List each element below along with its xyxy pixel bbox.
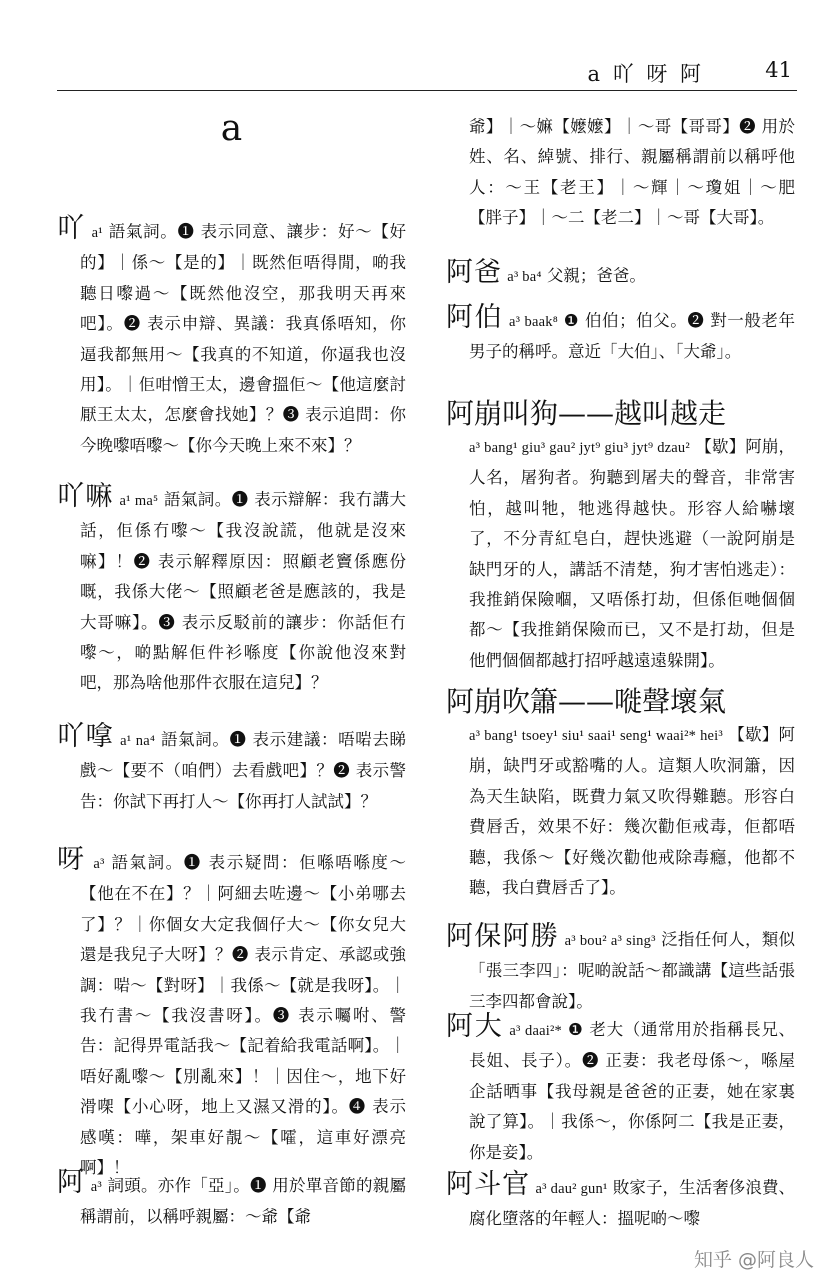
entry-a1 [57,214,406,461]
entry-definition: 詞頭。亦作「亞」。❶ 用於單音節的親屬稱謂前，以稱呼親屬：～爺【爺 [80,1176,407,1227]
entry-jyutping: a³ bou² a³ sing³ [564,933,656,949]
entry-definition: ❶ 伯伯；伯父。❷ 對一般老年男子的稱呼。意近「大伯」、「大爺」。 [469,311,795,362]
entry-jyutping: a¹ [91,225,103,241]
entry-a1-ma5 [57,482,406,699]
entry-headword: 阿崩吹簫——嘥聲壞氣 [446,685,727,718]
entry-definition: 【歇】阿崩，人名，屠狗者。狗聽到屠夫的聲音，非常害怕，越叫牠，牠逃得越快。形容人給嚇壞了，不分青紅皂白，趕快逃避（一說阿崩是缺門牙的人，講話不清楚，狗才害怕逃走）：我推銷保險嗰，又唔係打劫，但係佢哋個個都～【我推銷保險而已，又不是打劫，但是他們個個都越打招呼越遠遠躲開】。 [469,437,796,670]
entry-definition: 語氣詞。❶ 表示同意、讓步：好～【好的】｜係～【是的】｜既然佢唔得閒，啲我聽日嚟過～【既然他沒空，那我明天再來吧】。❷ 表示申辯、異議：我真係唔知，你逼我都無用～【我真的不知道，你逼我也沒用】。｜佢咁憎王太，邊會搵佢～【他這麼討厭王太太，怎麼會找她】？❸ 表示追問：你今晚嚟唔嚟～【你今天晚上來不來】？ [80,222,407,455]
entry-a3-ya [57,845,406,1183]
entry-a-baak [446,303,795,368]
entry-definition: 父親；爸爸。 [546,266,646,285]
entry-jyutping: a³ baak⁸ [508,314,558,330]
entry-headword: 阿爸 [446,257,502,288]
entry-jyutping: a³ bang¹ tsoey¹ siu¹ saai¹ seng¹ waai²* hei³ [469,728,723,744]
entry-definition: 語氣詞。❶ 表示疑問：佢喺唔喺度～【他在不在】？｜阿細去咗邊～【小弟哪去了】？｜你個女大定我個仔大～【你女兒大還是我兒子大呀】？❷ 表示肯定、承認或強調：啱～【對呀】｜我係～【就是我呀】。｜我冇書～【我沒書呀】。❸ 表示囑咐、警告：記得畀電話我～【記着給我電話啊】。｜唔好亂嚟～【別亂來】！｜因住～，地下好滑㗎【小心呀，地上又濕又滑的】。❹ 表示感嘆：嘩，架車好靚～【嚯，這車好漂亮啊】！ [80,853,406,1178]
entry-headword: 阿伯 [446,302,504,333]
watermark: 知乎 @阿良人 [693,1249,814,1271]
entry-definition: 語氣詞。❶ 表示辯解：我冇講大話，佢係冇嚟～【我沒說謊，他就是沒來嘛】！❷ 表示解釋原因：照顧老竇係應份嘅，我係大佬～【照顧老爸是應該的，我是大哥嘛】。❸ 表示反駁前的讓步：你話佢冇嚟～，啲點解佢件衫喺度【你說他沒來對吧，那為啥他那件衣服在這兒】？ [80,490,407,693]
section-letter: a [220,108,243,149]
entry-jyutping: a³ ba⁴ [507,269,542,285]
entry-definition: 【歇】阿崩，缺門牙或豁嘴的人。這類人吹洞簫，因為天生缺陷，既費力氣又吹得難聽。形容白費唇舌，效果不好：幾次勸佢戒毒，佢都唔聽，我係～【好幾次勸他戒除毒癮，他都不聽，我白費唇舌了】。 [469,725,796,898]
entry-jyutping: a¹ na⁴ [120,733,156,749]
running-header [0,48,800,88]
entry-jyutping: a³ daai²* [509,1023,562,1039]
entry-headword: 吖嘛 [57,481,114,512]
entry-a-daai [446,1012,795,1168]
page-number: 41 [765,58,792,82]
entry-definition: 敗家子，生活奢侈浪費、腐化墮落的年輕人：搵呢啲～嚟 [469,1178,796,1229]
entry-headword: 阿大 [446,1011,504,1042]
entry-definition: 泛指任何人，類似「張三李四」：呢啲說話～都識講【這些話張三李四都會說】。 [469,930,796,1011]
entry-jyutping: a³ [90,1179,102,1195]
entry-jyutping: a³ bang¹ giu³ gau² jyt⁹ giu³ jyt⁹ dzau² [469,440,690,456]
entry-jyutping: a¹ ma⁵ [119,493,159,509]
entry-a-bang-tsoey-siu [446,684,795,903]
entry-headword: 吖嗱 [57,721,115,752]
entry-headword: 呀 [57,844,87,875]
entry-headword: 吖 [57,213,86,244]
entry-continuation [446,112,795,234]
entry-a1-na4 [57,722,406,817]
entry-a-dau-gun [446,1170,795,1235]
entry-a3-prefix [57,1168,406,1233]
continuation-text: 爺】｜～嫲【嬤嬤】｜～哥【哥哥】❷ 用於姓、名、綽號、排行、親屬稱謂前以稱呼他人：～王【老王】｜～輝｜～瓊姐｜～肥【胖子】｜～二【老二】｜～哥【大哥】。 [469,117,795,228]
entry-definition: ❶ 老大（通常用於指稱長兄、長姐、長子）。❷ 正妻：我老母係～，喺屋企話晒事【我母親是爸爸的正妻，她在家裏說了算】。｜我係～，你係阿二【我是正妻，你是妾】。 [469,1020,796,1162]
entry-headword: 阿斗官 [446,1169,531,1200]
entry-a-bou-a-sing [446,922,795,1017]
entry-a-bang-giu-gau [446,396,795,676]
entry-definition: 語氣詞。❶ 表示建議：唔啱去睇戲～【要不（咱們）去看戲吧】？❷ 表示警告：你試下再打人～【你再打人試試】？ [80,730,407,811]
entry-headword: 阿崩叫狗——越叫越走 [446,397,727,430]
header-guide-words: a 吖 呀 阿 [587,62,704,86]
entry-headword: 阿保阿勝 [446,921,560,952]
entry-jyutping: a³ [93,856,105,872]
header-rule [57,90,797,91]
entry-headword: 阿 [57,1167,86,1198]
entry-a-ba [446,258,795,292]
entry-jyutping: a³ dau² gun¹ [535,1181,608,1197]
